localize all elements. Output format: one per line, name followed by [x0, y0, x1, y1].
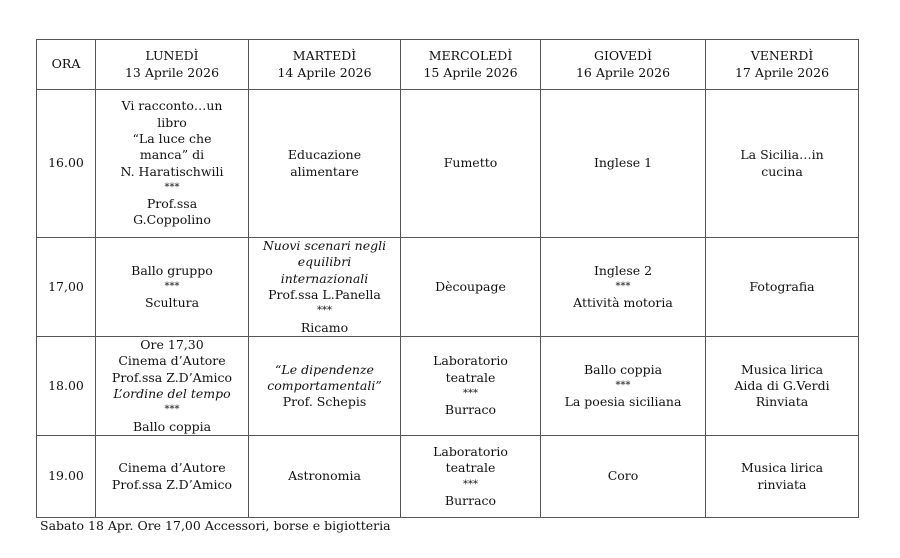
activity-line: Vi racconto…un [121, 98, 223, 114]
activity-line: cucina [761, 163, 803, 179]
activity-cell [401, 436, 541, 518]
activity-line: Musica lirica [740, 460, 824, 476]
header-row [37, 40, 859, 90]
activity-line: Prof.ssa Z.D’Amico [111, 369, 233, 385]
header-date: 14 Aprile 2026 [277, 64, 372, 80]
activity-line: Prof.ssa L.Panella [268, 287, 381, 302]
activity-cell [401, 337, 541, 436]
header-date: 17 Aprile 2026 [734, 64, 830, 80]
activity-line: Dècoupage [435, 278, 506, 294]
activity-line: internazionali [280, 270, 369, 286]
activity-cell [249, 238, 401, 337]
activity-cell [249, 90, 401, 238]
separator: *** [615, 280, 631, 292]
activity-line: La Sicilia…in [740, 147, 824, 163]
activity-line: Burraco [444, 402, 497, 418]
activity-line: Educazione [287, 147, 362, 163]
header-day: MARTEDÌ [292, 48, 357, 64]
activity-cell [96, 90, 249, 238]
separator: *** [164, 280, 180, 292]
separator: *** [164, 181, 180, 193]
activity-line: Cinema d’Autore [118, 460, 226, 476]
time-cell: 16.00 [37, 90, 96, 238]
activity-cell [401, 238, 541, 337]
activity-cell [541, 238, 706, 337]
activity-line: Ricamo [300, 319, 349, 335]
activity-line: Prof.ssa [146, 196, 198, 212]
activity-line: rinviata [757, 476, 807, 492]
activity-line: Musica lirica [740, 361, 824, 377]
header-day [401, 40, 541, 90]
activity-line: Ballo coppia [583, 361, 663, 377]
activity-line: Ballo coppia [132, 418, 212, 434]
activity-line: Rinviata [755, 394, 809, 410]
table-row [37, 90, 859, 238]
activity-cell [541, 90, 706, 238]
activity-line: Attività motoria [573, 295, 673, 311]
activity-line: G.Coppolino [133, 212, 211, 228]
time-cell: 19.00 [37, 436, 96, 518]
header-day: GIOVEDÌ [593, 48, 653, 64]
table-row [37, 337, 859, 436]
activity-cell [249, 337, 401, 436]
activity-cell [249, 436, 401, 518]
activity-line: Coro [607, 468, 639, 484]
activity-cell [706, 238, 859, 337]
footer-note: Sabato 18 Apr. Ore 17,00 Accessori, borse e bigiotteria [40, 518, 391, 533]
activity-cell [96, 238, 249, 337]
activity-line: Prof. Schepis [282, 394, 367, 410]
activity-line: Inglese 1 [593, 155, 653, 171]
separator: *** [164, 404, 180, 416]
activity-line: Laboratorio [433, 443, 508, 459]
activity-line: Fotografia [749, 278, 815, 294]
activity-line: equilibri [297, 254, 352, 270]
table-row [37, 238, 859, 337]
activity-line: alimentare [290, 163, 359, 179]
activity-line: Cinema d’Autore [118, 353, 226, 369]
activity-line: libro [157, 114, 187, 130]
activity-cell [401, 90, 541, 238]
activity-line: Fumetto [443, 155, 498, 171]
header-day: MERCOLEDÌ [428, 48, 513, 64]
schedule-table [36, 39, 859, 518]
activity-line: teatrale [445, 460, 496, 476]
header-day: VENERDÌ [750, 48, 814, 64]
activity-line: “La luce che [132, 130, 212, 146]
activity-line: Laboratorio [433, 353, 508, 369]
header-day [541, 40, 706, 90]
separator: *** [463, 388, 478, 399]
activity-cell [706, 436, 859, 518]
header-ora: ORA [37, 40, 96, 90]
activity-line: comportamentali” [267, 377, 382, 393]
activity-cell [706, 337, 859, 436]
time-cell: 17,00 [37, 238, 96, 337]
time-cell: 18.00 [37, 337, 96, 436]
activity-cell [541, 337, 706, 436]
activity-line: Inglese 2 [593, 262, 653, 278]
activity-line: “Le dipendenze [275, 361, 374, 377]
header-date: 16 Aprile 2026 [575, 64, 671, 80]
activity-line: Ore 17,30 [140, 337, 204, 353]
activity-line: L’ordine del tempo [113, 386, 231, 401]
header-day [249, 40, 401, 90]
activity-cell [96, 337, 249, 436]
activity-line: Prof.ssa Z.D’Amico [111, 476, 233, 492]
header-date: 15 Aprile 2026 [423, 64, 518, 80]
activity-line: Ballo gruppo [131, 262, 213, 278]
activity-line: Nuovi scenari negli [262, 238, 387, 254]
activity-line: Astronomia [288, 468, 361, 484]
activity-cell [96, 436, 249, 518]
table-row [37, 436, 859, 518]
activity-cell [541, 436, 706, 518]
activity-cell [706, 90, 859, 238]
activity-line: La poesia siciliana [564, 394, 682, 410]
activity-line: Aida di G.Verdi [734, 377, 830, 393]
header-day: LUNEDÌ [145, 48, 199, 64]
header-day [96, 40, 249, 90]
separator: *** [463, 478, 478, 490]
activity-line: Burraco [444, 492, 497, 508]
separator: *** [317, 305, 332, 317]
header-day [706, 40, 859, 90]
activity-line: N. Haratischwili [120, 163, 224, 179]
activity-line: Scultura [144, 295, 200, 311]
header-date: 13 Aprile 2026 [124, 64, 220, 80]
activity-line: manca” di [139, 147, 205, 163]
separator: *** [615, 379, 631, 391]
activity-line: teatrale [445, 369, 496, 385]
